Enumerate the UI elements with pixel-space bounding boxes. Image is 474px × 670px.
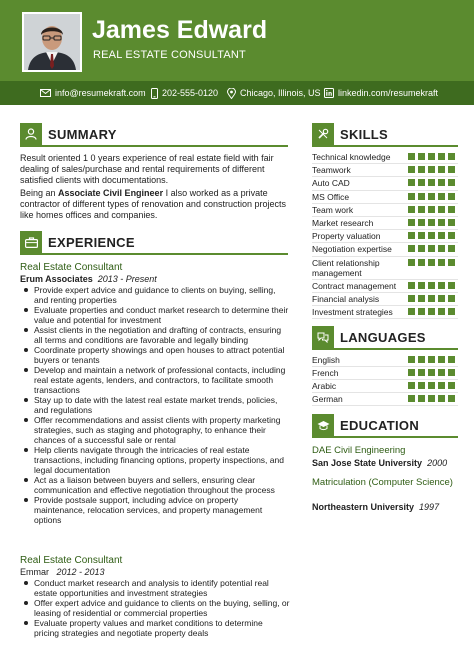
rating-dot: [448, 166, 455, 173]
rating-dot: [438, 295, 445, 302]
rating-dot: [428, 219, 435, 226]
job-2-bullets: [20, 578, 290, 638]
skills-heading: [312, 123, 388, 145]
contact-linkedin-text: linkedin.com/resumekraft: [338, 88, 439, 98]
tools-icon: [312, 123, 334, 145]
rating-dot: [438, 395, 445, 402]
row-divider: [312, 256, 458, 257]
rating-dot: [428, 295, 435, 302]
language-rating: [408, 382, 458, 389]
skill-rating: [408, 206, 458, 213]
rating-dot: [438, 206, 445, 213]
skill-rating: [408, 295, 458, 302]
skill-rating: [408, 308, 458, 315]
rating-dot: [428, 206, 435, 213]
rating-dot: [438, 179, 445, 186]
rating-dot: [418, 356, 425, 363]
list-item: Coordinate property showings and open houses to attract potential buyers or tenants: [20, 345, 290, 365]
row-divider: [312, 305, 458, 306]
row-divider: [312, 405, 458, 406]
row-divider: [312, 366, 458, 367]
rating-dot: [438, 193, 445, 200]
rating-dot: [418, 282, 425, 289]
rating-dot: [418, 179, 425, 186]
summary-divider: [20, 145, 288, 147]
rating-dot: [448, 282, 455, 289]
rating-dot: [448, 295, 455, 302]
rating-dot: [418, 193, 425, 200]
rating-dot: [418, 395, 425, 402]
contact-location: [227, 81, 321, 105]
rating-dot: [418, 245, 425, 252]
rating-dot: [428, 166, 435, 173]
rating-dot: [408, 295, 415, 302]
rating-dot: [408, 356, 415, 363]
rating-dot: [438, 153, 445, 160]
skill-label: Financial analysis: [312, 293, 380, 304]
skill-label: Property valuation: [312, 231, 381, 242]
education-heading-text: EDUCATION: [340, 417, 420, 433]
rating-dot: [428, 179, 435, 186]
rating-dot: [408, 219, 415, 226]
rating-dot: [448, 245, 455, 252]
job-2-dates: 2012 - 2013: [56, 567, 105, 577]
row-divider: [312, 292, 458, 293]
skill-rating: [408, 245, 458, 252]
job-2-title: Real Estate Consultant: [20, 555, 123, 566]
rating-dot: [418, 153, 425, 160]
row-divider: [312, 318, 458, 319]
row-divider: [312, 190, 458, 191]
phone-icon: [151, 88, 158, 99]
rating-dot: [448, 395, 455, 402]
rating-dot: [448, 308, 455, 315]
skill-rating: [408, 179, 458, 186]
rating-dot: [408, 193, 415, 200]
list-item: Offer expert advice and guidance to clients on the buying, selling, or leasing of residential or commercial properties: [20, 598, 290, 618]
rating-dot: [428, 395, 435, 402]
location-pin-icon: [227, 88, 236, 99]
experience-divider: [20, 253, 288, 255]
rating-dot: [448, 259, 455, 266]
education-2-year: 1997: [419, 502, 440, 512]
row-divider: [312, 163, 458, 164]
rating-dot: [418, 308, 425, 315]
rating-dot: [448, 206, 455, 213]
skill-label: Teamwork: [312, 165, 351, 176]
job-2-meta: [20, 567, 105, 577]
education-1-degree: DAE Civil Engineering: [312, 445, 406, 456]
rating-dot: [408, 153, 415, 160]
rating-dot: [428, 308, 435, 315]
rating-dot: [418, 369, 425, 376]
row-divider: [312, 392, 458, 393]
language-label: German: [312, 394, 343, 404]
list-item: Evaluate properties and conduct market research to determine their value and potential for investment: [20, 305, 290, 325]
language-label: French: [312, 368, 339, 378]
rating-dot: [408, 282, 415, 289]
contact-phone[interactable]: [151, 81, 218, 105]
skill-label: MS Office: [312, 191, 350, 202]
list-item: Stay up to date with the latest real estate market trends, policies, and regulations: [20, 395, 290, 415]
contact-linkedin[interactable]: [324, 81, 438, 105]
rating-dot: [428, 382, 435, 389]
languages-divider: [312, 348, 458, 350]
contact-email-text: info@resumekraft.com: [55, 88, 146, 98]
rating-dot: [428, 259, 435, 266]
skills-divider: [312, 145, 458, 147]
resume-header: [0, 0, 474, 81]
user-icon: [20, 123, 42, 145]
rating-dot: [438, 382, 445, 389]
skill-label: Contract management: [312, 280, 397, 291]
list-item: Develop and maintain a network of professional contacts, including real estate agents, lenders, and contractors, to facilitate smooth transactions: [20, 365, 290, 395]
rating-dot: [438, 245, 445, 252]
rating-dot: [418, 232, 425, 239]
rating-dot: [418, 382, 425, 389]
job-1-title: Real Estate Consultant: [20, 262, 123, 273]
rating-dot: [428, 245, 435, 252]
profile-photo: [22, 12, 82, 72]
languages-heading: [312, 326, 426, 348]
rating-dot: [408, 369, 415, 376]
job-2-company: Emmar: [20, 567, 49, 577]
summary-heading-text: SUMMARY: [48, 126, 117, 142]
rating-dot: [438, 219, 445, 226]
rating-dot: [448, 193, 455, 200]
rating-dot: [418, 206, 425, 213]
skill-rating: [408, 166, 458, 173]
skill-label: Technical knowledge: [312, 152, 391, 162]
rating-dot: [428, 153, 435, 160]
language-rating: [408, 356, 458, 363]
skill-label: Auto CAD: [312, 178, 350, 189]
job-1-meta: [20, 274, 157, 284]
rating-dot: [408, 166, 415, 173]
education-heading: [312, 414, 419, 436]
list-item: Provide expert advice and guidance to clients on buying, selling, and renting properties: [20, 285, 290, 305]
rating-dot: [438, 369, 445, 376]
rating-dot: [448, 369, 455, 376]
rating-dot: [428, 282, 435, 289]
job-1-dates: 2013 - Present: [97, 274, 157, 284]
rating-dot: [448, 382, 455, 389]
education-divider: [312, 436, 458, 438]
experience-heading-text: EXPERIENCE: [48, 234, 135, 250]
list-item: Assist clients in the negotiation and drafting of contracts, ensuring all terms and conditions are favorable and legally binding: [20, 325, 290, 345]
rating-dot: [418, 219, 425, 226]
skill-label: Investment strategies: [312, 307, 393, 317]
rating-dot: [438, 232, 445, 239]
rating-dot: [428, 193, 435, 200]
skill-rating: [408, 232, 458, 239]
skill-rating: [408, 153, 458, 160]
rating-dot: [428, 356, 435, 363]
contact-bar: [0, 81, 474, 105]
row-divider: [312, 203, 458, 204]
rating-dot: [438, 282, 445, 289]
rating-dot: [428, 232, 435, 239]
language-icon: [312, 326, 334, 348]
education-2-school: Northeastern University 1997: [312, 502, 440, 512]
rating-dot: [438, 356, 445, 363]
skill-rating: [408, 219, 458, 226]
rating-dot: [418, 166, 425, 173]
row-divider: [312, 216, 458, 217]
skill-rating: [408, 193, 458, 200]
education-1-year: 2000: [427, 458, 448, 468]
language-label: English: [312, 355, 340, 365]
languages-heading-text: LANGUAGES: [340, 329, 426, 345]
summary-heading: [20, 123, 117, 145]
rating-dot: [448, 179, 455, 186]
rating-dot: [408, 259, 415, 266]
contact-location-text: Chicago, Illinois, US: [240, 88, 321, 98]
rating-dot: [448, 232, 455, 239]
candidate-title: REAL ESTATE CONSULTANT: [93, 49, 246, 61]
rating-dot: [448, 219, 455, 226]
rating-dot: [408, 395, 415, 402]
job-1-bullets: [20, 285, 290, 525]
language-label: Arabic: [312, 381, 337, 391]
rating-dot: [438, 308, 445, 315]
rating-dot: [438, 259, 445, 266]
list-item: Offer recommendations and assist clients with property marketing strategies, such as staging and photography, to enhance their chances of a successful sale or rental: [20, 415, 290, 445]
rating-dot: [418, 295, 425, 302]
list-item: Act as a liaison between buyers and sellers, ensuring clear communication and effective negotiation throughout the process: [20, 475, 290, 495]
rating-dot: [408, 245, 415, 252]
row-divider: [312, 242, 458, 243]
briefcase-icon: [20, 231, 42, 253]
rating-dot: [438, 166, 445, 173]
candidate-name: James Edward: [92, 16, 268, 44]
summary-paragraph-2: Being an Associate Civil Engineer I also worked as a private contractor of different types of renovation and construction projects like homes offices and companies.: [20, 188, 286, 220]
skill-label: Market research: [312, 218, 374, 228]
email-icon: [40, 89, 51, 97]
rating-dot: [428, 369, 435, 376]
list-item: Conduct market research and analysis to identify potential real estate opportunities and investment strategies: [20, 578, 290, 598]
job-1-company: Erum Associates: [20, 274, 93, 284]
summary-paragraph-1: Result oriented 1 0 years experience of real estate field with fair dealing of sales/purchase and rental requirements of different satisfied clients with documentations.: [20, 153, 274, 185]
contact-phone-text: 202-555-0120: [162, 88, 219, 98]
skill-rating: [408, 259, 458, 266]
rating-dot: [448, 356, 455, 363]
rating-dot: [408, 179, 415, 186]
rating-dot: [408, 308, 415, 315]
skill-label: Negotiation expertise: [312, 244, 392, 255]
rating-dot: [408, 382, 415, 389]
row-divider: [312, 176, 458, 177]
education-1-school: San Jose State University 2000: [312, 458, 448, 468]
experience-heading: [20, 231, 135, 253]
education-2-degree: Matriculation (Computer Science): [312, 477, 453, 488]
graduation-cap-icon: [312, 414, 334, 436]
list-item: Provide postsale support, including advice on property maintenance, relocation services, and property management options: [20, 495, 290, 525]
rating-dot: [448, 153, 455, 160]
skill-rating: [408, 282, 458, 289]
rating-dot: [408, 206, 415, 213]
skills-heading-text: SKILLS: [340, 126, 389, 142]
list-item: Evaluate property values and market conditions to determine pricing strategies and negotiate property deals: [20, 618, 290, 638]
rating-dot: [418, 259, 425, 266]
language-rating: [408, 395, 458, 402]
row-divider: [312, 229, 458, 230]
rating-dot: [408, 232, 415, 239]
skill-label: Team work: [312, 204, 354, 215]
contact-email[interactable]: [40, 81, 146, 105]
linkedin-icon: [324, 88, 334, 98]
row-divider: [312, 379, 458, 380]
list-item: Help clients navigate through the intricacies of real estate transactions, including financing options, property inspections, and legal documentation: [20, 445, 290, 475]
skill-label: Client relationship management: [312, 257, 380, 278]
row-divider: [312, 279, 458, 280]
language-rating: [408, 369, 458, 376]
